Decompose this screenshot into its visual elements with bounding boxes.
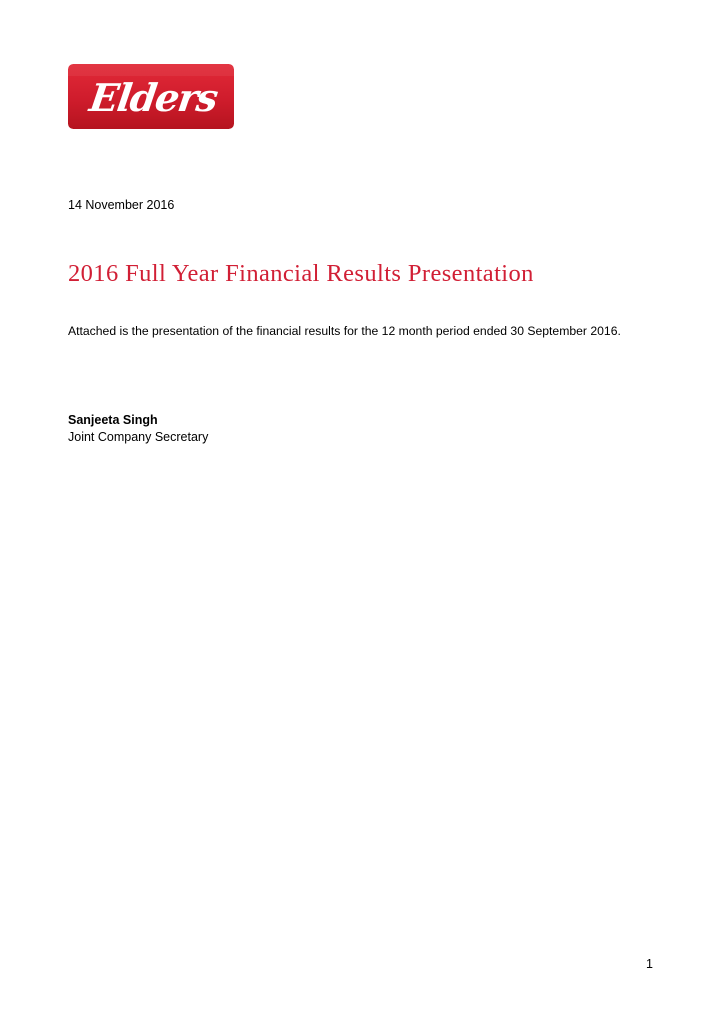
page-number: 1 xyxy=(646,957,653,971)
document-body: Attached is the presentation of the financial results for the 12 month period ended 30 September 2016. xyxy=(68,324,621,338)
document-title: 2016 Full Year Financial Results Presentation xyxy=(68,260,534,287)
elders-logo xyxy=(68,64,234,129)
signer-role: Joint Company Secretary xyxy=(68,430,209,444)
logo-wordmark: Elders xyxy=(86,76,220,121)
signer-name: Sanjeeta Singh xyxy=(68,413,158,427)
document-date: 14 November 2016 xyxy=(68,198,175,212)
